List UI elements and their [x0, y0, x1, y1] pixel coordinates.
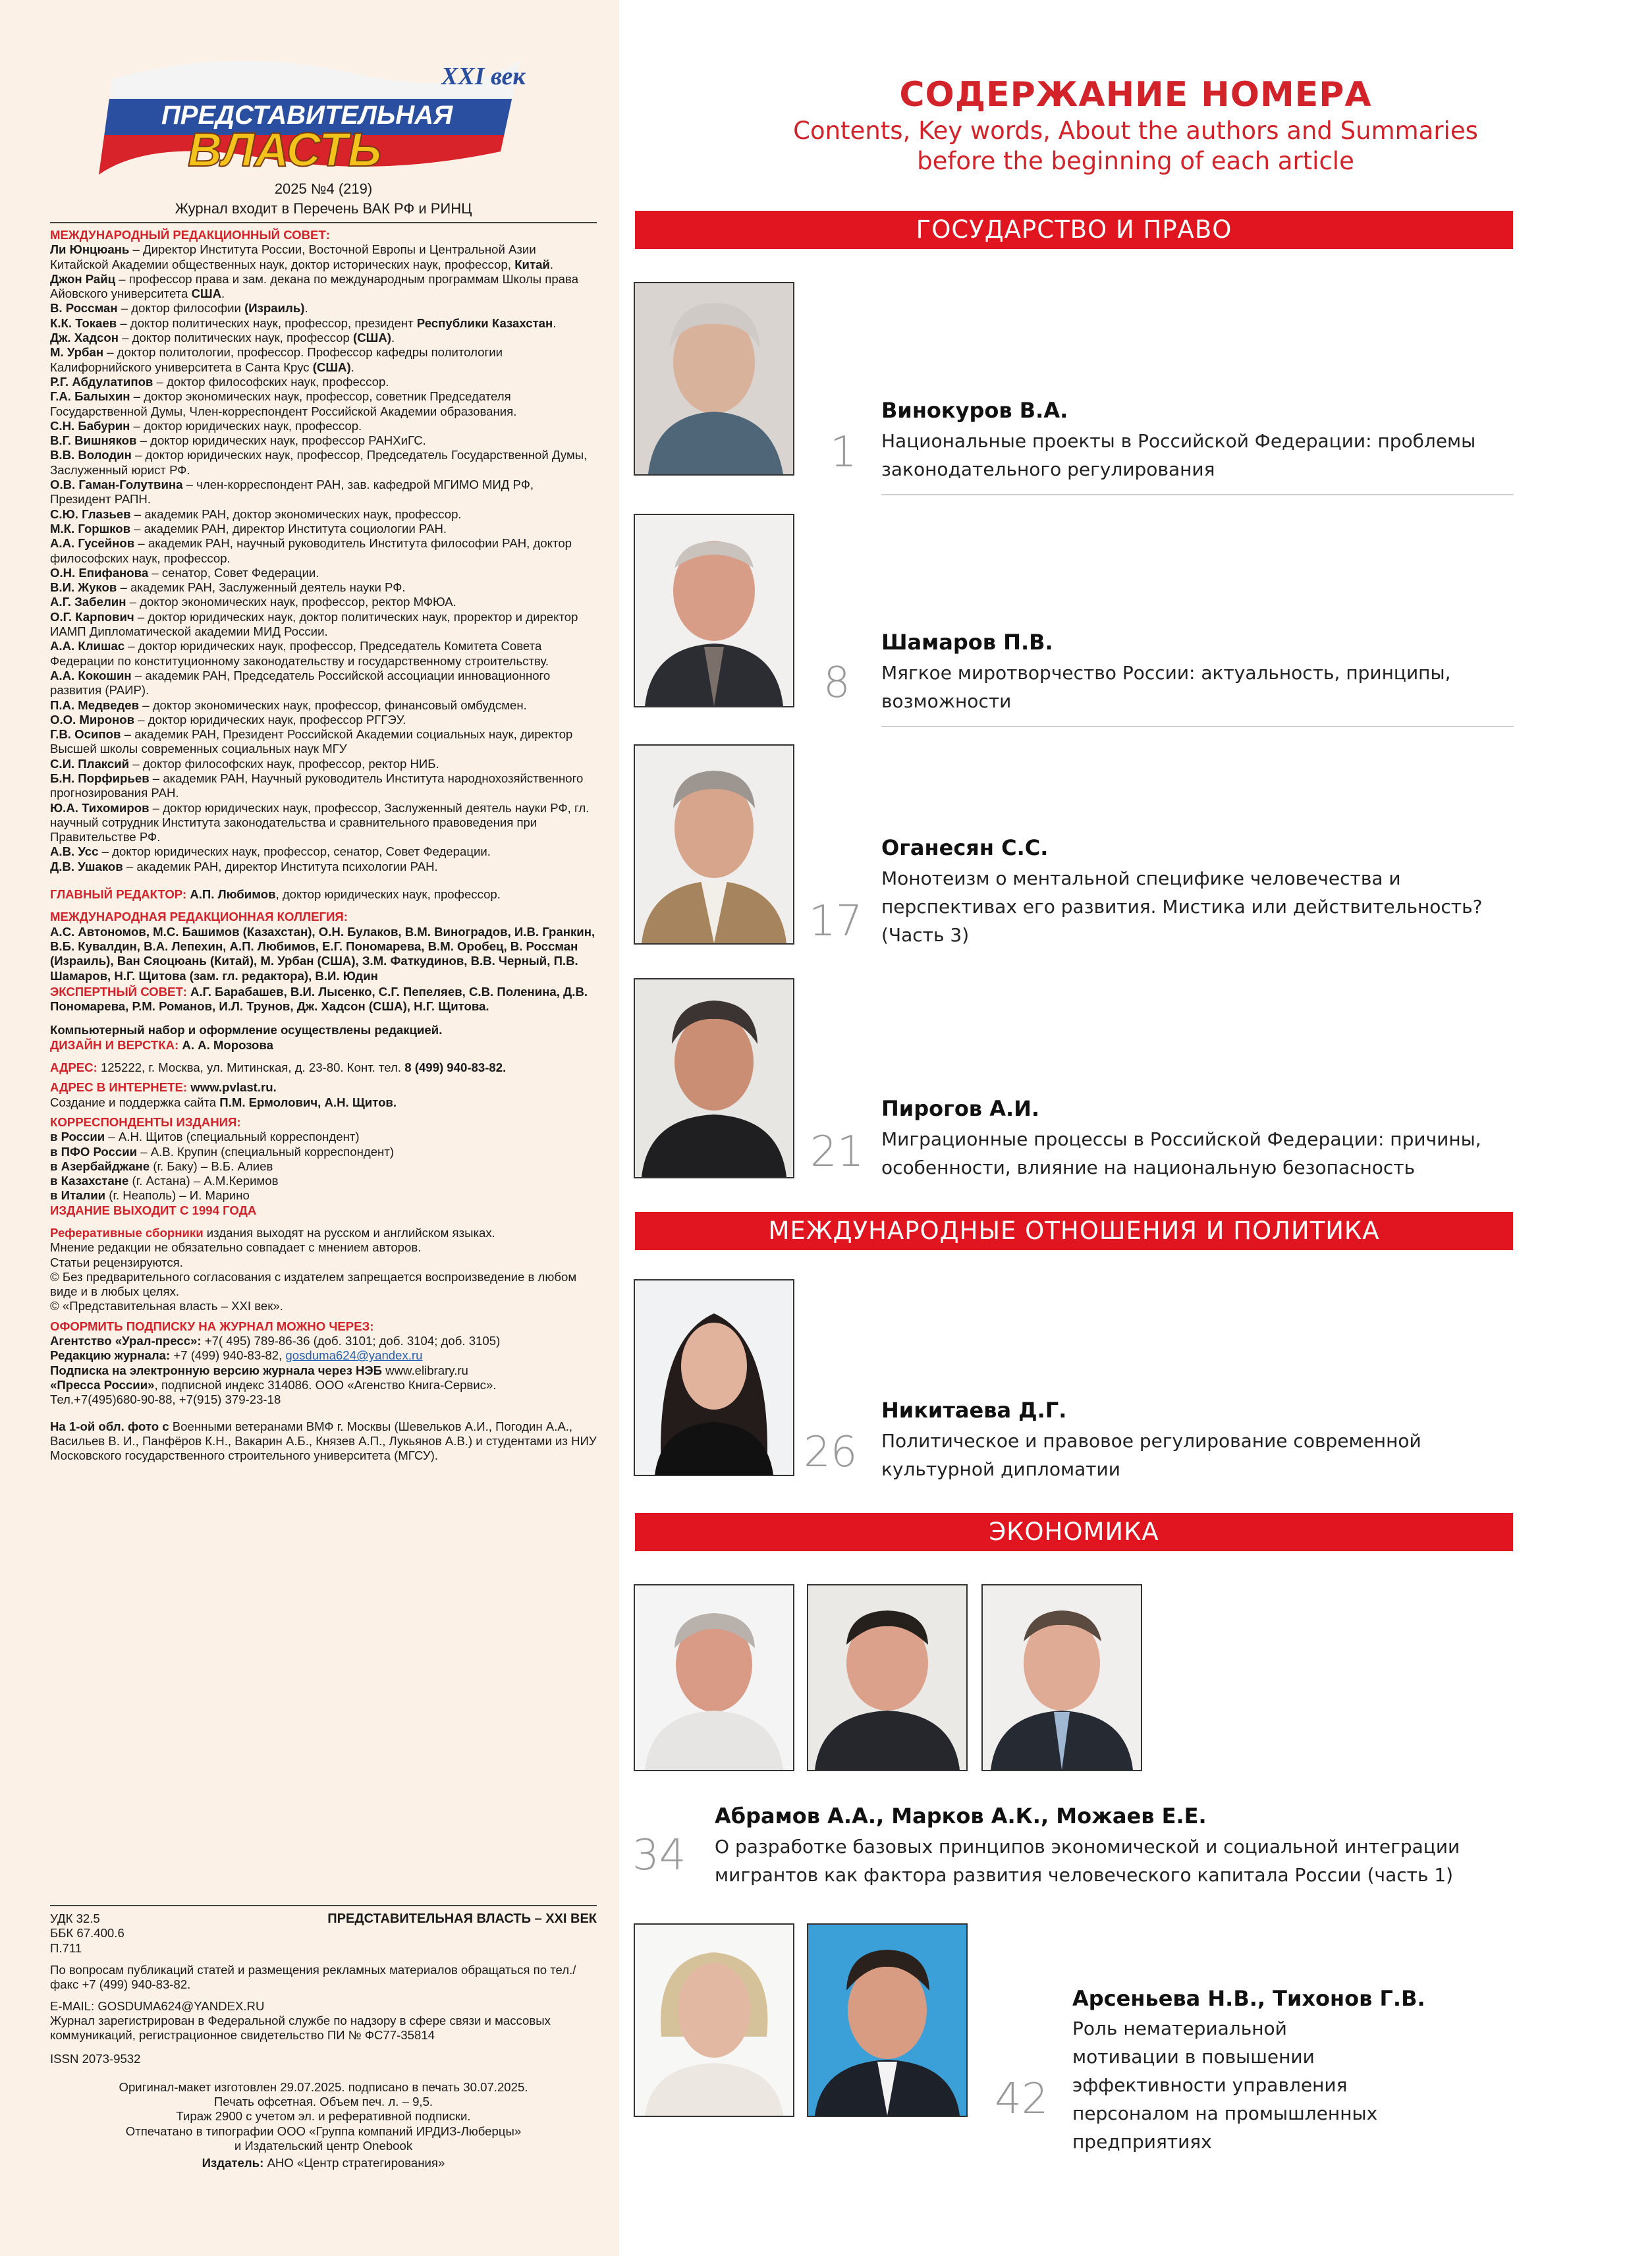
design-credit: ДИЗАЙН И ВЕРСТКА: А. А. Морозова [50, 1037, 273, 1052]
divider [50, 1905, 597, 1906]
member-desc: – академик РАН, Заслуженный деятель науки РФ. [117, 580, 406, 595]
member-name: А.А. Гусейнов [50, 536, 135, 551]
correspondent-name: (г. Неаполь) – И. Марино [105, 1188, 250, 1203]
member-desc: – доктор философии [117, 301, 245, 316]
portrait-icon [808, 1585, 966, 1770]
member-name: В.И. Жуков [50, 580, 117, 595]
council-member [50, 669, 597, 698]
portrait-icon [635, 1280, 793, 1475]
member-desc: – профессор права и зам. декана по международным программам Школы права Айовского университета [50, 271, 579, 301]
council-member [50, 522, 597, 536]
member-name: Г.В. Осипов [50, 727, 121, 742]
author-photo [807, 1923, 968, 2117]
council-member [50, 419, 597, 433]
page-number: 17 [809, 897, 863, 946]
author-photo [634, 978, 794, 1178]
member-name: Ю.А. Тихомиров [50, 800, 150, 815]
council-member [50, 713, 597, 727]
since-note: ИЗДАНИЕ ВЫХОДИТ С 1994 ГОДА [50, 1203, 257, 1217]
council-member [50, 242, 597, 272]
member-name: М.К. Горшков [50, 521, 131, 536]
member-desc: – академик РАН, доктор экономических наук, профессор. [130, 507, 462, 521]
article-author: Никитаева Д.Г. [881, 1398, 1067, 1423]
journal-logo [99, 53, 527, 178]
member-end: . [549, 257, 554, 271]
correspondent-name: (г. Астана) – А.М.Керимов [128, 1174, 279, 1188]
divider [50, 222, 597, 223]
member-end: . [391, 331, 395, 345]
member-name: Р.Г. Абдулатипов [50, 374, 153, 389]
member-name: В.В. Володин [50, 448, 132, 462]
member-desc: – доктор политических наук, профессор [119, 331, 354, 345]
correspondent-region: в России [50, 1130, 105, 1144]
cover-note: На 1-ой обл. фото с Военными ветеранами ВМФ г. Москвы (Шевельков А.И., Погодин А.А., Васильев В. И., Панфёров К.Н., Вакарин А.Б., Князев А.П., Лукьянов А.В.) и студентами из НИУ Московского государственного строительного университета (МГСУ). [50, 1419, 597, 1463]
page-number: 8 [823, 659, 850, 707]
section-economics: ЭКОНОМИКА [635, 1513, 1513, 1551]
member-desc: – доктор экономических наук, профессор, ректор МФЮА. [126, 595, 456, 609]
email-link[interactable]: gosduma624@yandex.ru [285, 1348, 423, 1363]
author-photo [634, 1923, 794, 2117]
council-member [50, 698, 597, 713]
member-name: Д.В. Ушаков [50, 859, 123, 873]
footer-journal-title: ПРЕДСТАВИТЕЛЬНАЯ ВЛАСТЬ – XXI ВЕК [327, 1912, 597, 1926]
issn: ISSN 2073-9532 [50, 2052, 141, 2066]
member-name: В.Г. Вишняков [50, 433, 137, 448]
member-desc: – доктор философских наук, профессор. [153, 374, 389, 389]
member-country: (Израиль) [244, 301, 305, 316]
council-member [50, 566, 597, 580]
issue-number: 2025 №4 (219) [274, 180, 373, 197]
council-member [50, 272, 597, 302]
subscribe-editorial: Редакцию журнала: +7 (499) 940-83-82, gosduma624@yandex.ru [50, 1348, 423, 1363]
member-desc: – доктор философских наук, профессор, ректор НИБ. [129, 756, 439, 771]
article-author: Пирогов А.И. [881, 1096, 1040, 1121]
council-member [50, 375, 597, 389]
logo-top-text: XXI век [441, 63, 526, 90]
page-number: 21 [810, 1128, 864, 1176]
member-desc: – доктор экономических наук, профессор, финансовый омбудсмен. [139, 698, 527, 712]
indexing-note: Журнал входит в Перечень ВАК РФ и РИНЦ [175, 200, 472, 217]
logo-bottom-text: ВЛАСТЬ [188, 124, 382, 177]
article-author: Шамаров П.В. [881, 630, 1053, 655]
member-desc: – доктор юридических наук, доктор политических наук, проректор и директор ИАМП Дипломатической академии МИД России. [50, 609, 578, 639]
council-member [50, 478, 597, 507]
correspondent [50, 1130, 597, 1144]
section-state-and-law: ГОСУДАРСТВО И ПРАВО [635, 211, 1513, 249]
correspondent-name: – А.В. Крупин (специальный корреспондент) [137, 1144, 395, 1159]
page-number: 1 [830, 428, 857, 477]
subscribe-pressa: «Пресса России», подписной индекс 314086. ООО «Агенство Книга-Сервис». [50, 1377, 497, 1392]
member-desc: – академик РАН, Председатель Российской ассоциации инновационного развития (РАИР). [50, 668, 551, 698]
article-author: Винокуров В.А. [881, 398, 1068, 423]
correspondent-region: в Казахстане [50, 1174, 129, 1188]
article-title[interactable]: Политическое и правовое регулирование современной культурной дипломатии [881, 1430, 1421, 1480]
council-member [50, 316, 597, 331]
author-photo [634, 744, 794, 945]
member-name: О.О. Миронов [50, 712, 135, 727]
member-desc: – доктор юридических наук, профессор, Председатель Государственной Думы, Заслуженный юрист РФ. [50, 448, 588, 477]
contents-subtitle-2: before the beginning of each article [917, 147, 1354, 175]
member-desc: – академик РАН, директор Института психологии РАН. [123, 859, 438, 873]
udk: УДК 32.5 [50, 1912, 100, 1925]
council-member [50, 860, 597, 874]
member-country: Китай [514, 257, 550, 271]
author-photo [634, 282, 794, 476]
contents-title: СОДЕРЖАНИЕ НОМЕРА [899, 75, 1372, 115]
member-end: . [350, 360, 354, 374]
member-end: . [304, 301, 308, 316]
member-name: М. Урбан [50, 345, 104, 360]
p711: П.711 [50, 1940, 82, 1955]
member-country: (США) [312, 360, 351, 374]
member-country: США [191, 287, 222, 301]
imprint [50, 1912, 597, 2171]
member-desc: – доктор юридических наук, профессор. [130, 418, 362, 433]
member-desc: – академик РАН, научный руководитель Института философии РАН, доктор философских наук, профессор. [50, 536, 572, 565]
article-title[interactable]: О разработке базовых принципов экономической и социальной интеграции мигрантов как фактора развития человеческого капитала России (часть 1) [715, 1836, 1460, 1886]
council-member [50, 727, 597, 757]
article-author: Оганесян С.С. [881, 835, 1049, 860]
portrait-icon [635, 1925, 793, 2116]
divider [881, 726, 1514, 727]
member-end: . [553, 316, 557, 330]
member-desc: – доктор политических наук, профессор, президент [117, 316, 417, 330]
member-name: А.Г. Забелин [50, 595, 126, 609]
member-desc: – доктор политологии, профессор. Профессор кафедры политологии Калифорнийского университета в Санта Крус [50, 345, 503, 374]
member-desc: – доктор юридических наук, профессор РАНХиГС. [136, 433, 426, 448]
subscribe-agency: Агентство «Урал-пресс»: +7( 495) 789-86-36 (доб. 3101; доб. 3104; доб. 3105) [50, 1334, 501, 1348]
portrait-icon [635, 283, 793, 474]
council-member [50, 844, 597, 859]
correspondent [50, 1159, 597, 1174]
section-international-relations: МЕЖДУНАРОДНЫЕ ОТНОШЕНИЯ И ПОЛИТИКА [635, 1212, 1513, 1250]
author-photo [981, 1584, 1142, 1771]
logo-mid-text: ПРЕДСТАВИТЕЛЬНАЯ [161, 101, 453, 130]
council-member [50, 507, 597, 522]
author-photo [807, 1584, 968, 1771]
member-name: С.Ю. Глазьев [50, 507, 131, 521]
article-author: Абрамов А.А., Марков А.К., Можаев Е.Е. [715, 1803, 1207, 1829]
portrait-icon [635, 746, 793, 943]
member-desc: – доктор юридических наук, профессор, сенатор, Совет Федерации. [98, 844, 491, 859]
classification-block [50, 1912, 597, 1958]
member-name: К.К. Токаев [50, 316, 117, 330]
council-member [50, 595, 597, 609]
member-end: . [221, 287, 225, 301]
member-name: О.В. Гаман-Голутвина [50, 478, 183, 492]
portrait-icon [635, 1585, 793, 1770]
member-desc: – доктор юридических наук, профессор, Председатель Комитета Совета Федерации по конституционному законодательству и государственному строительству. [50, 639, 549, 668]
article-title[interactable]: Роль нематериальной мотивации в повышении эффективности управления персоналом на промышленных предприятиях [1072, 2018, 1378, 2153]
member-name: А.В. Усс [50, 844, 99, 859]
abstracts-note: Реферативные сборники издания выходят на русском и английском языках. [50, 1226, 495, 1240]
member-desc: – доктор юридических наук, профессор РГГЭУ. [134, 712, 406, 727]
council-member [50, 639, 597, 669]
member-desc: – академик РАН, Президент Российской Академии социальных наук, директор Высшей школы современных социальных наук МГУ [50, 727, 573, 756]
member-name: О.Н. Епифанова [50, 565, 149, 580]
correspondent-region: в Италии [50, 1188, 106, 1203]
page-number: 26 [804, 1428, 858, 1477]
page-number: 34 [632, 1831, 686, 1880]
website: АДРЕС В ИНТЕРНЕТЕ: www.pvlast.ru. [50, 1080, 277, 1095]
member-name: О.Г. Карпович [50, 609, 134, 624]
sidebar [0, 0, 619, 2256]
member-desc: – академик РАН, директор Института социологии РАН. [130, 521, 447, 536]
registration: Журнал зарегистрирован в Федеральной службе по надзору в сфере связи и массовых коммуникаций, регистрационное свидетельство ПИ № ФС77-35814 [50, 2013, 551, 2043]
subscribe-heading: ОФОРМИТЬ ПОДПИСКУ НА ЖУРНАЛ МОЖНО ЧЕРЕЗ: [50, 1319, 374, 1333]
council-member [50, 301, 597, 316]
member-name: Дж. Хадсон [50, 331, 119, 345]
article-author: Арсеньева Н.В., Тихонов Г.В. [1072, 1986, 1425, 2011]
author-photo [634, 514, 794, 707]
correspondents-list [50, 1130, 597, 1203]
member-name: Джон Райц [50, 271, 116, 286]
note-line: © «Представительная власть – XXI век». [50, 1299, 283, 1313]
note-line: Мнение редакции не обязательно совпадает с мнением авторов. [50, 1240, 422, 1255]
member-country: Республики Казахстан [416, 316, 553, 330]
member-name: А.А. Кокошин [50, 668, 132, 682]
correspondent [50, 1145, 597, 1159]
member-name: Ли Юнцюань [50, 242, 130, 257]
member-name: П.А. Медведев [50, 698, 140, 712]
council-member [50, 389, 597, 419]
correspondents-heading: КОРРЕСПОНДЕНТЫ ИЗДАНИЯ: [50, 1114, 241, 1129]
council-member [50, 331, 597, 345]
portrait-icon [808, 1925, 966, 2116]
expert-council: ЭКСПЕРТНЫЙ СОВЕТ: А.Г. Барабашев, В.И. Лысенко, С.Г. Пепеляев, С.В. Поленина, Д.В. Пономарева, Р.М. Романов, И.Л. Трунов, Дж. Хадсон (США), Н.Г. Щитова. [50, 984, 588, 1014]
council-list [50, 242, 597, 874]
correspondent-region: в Азербайджане [50, 1159, 150, 1173]
author-photo [634, 1279, 794, 1476]
note-line: © Без предварительного согласования с издателем запрещается воспроизведение в любом виде и в любых целях. [50, 1269, 577, 1299]
council-member [50, 771, 597, 801]
member-desc: – доктор экономических наук, профессор, советник Председателя Государственной Думы, Член-корреспондент Российской Академии образования. [50, 389, 517, 418]
divider [881, 494, 1514, 495]
correspondent [50, 1174, 597, 1188]
portrait-icon [635, 979, 793, 1177]
bbk: ББК 67.400.6 [50, 1926, 124, 1940]
notes-list [50, 1240, 597, 1313]
print-info: Оригинал-макет изготовлен 29.07.2025. подписано в печать 30.07.2025. Печать офсетная. Объем печ. л. – 9,5. Тираж 2900 с учетом эл. и реферативной подписки. Отпечатано в типографии ООО «Группа компаний ИРДИЗ-Люберцы» и Издательский центр Onebook Издатель: АНО «Центр стратегирования» [119, 2079, 528, 2170]
article-title[interactable]: Национальные проекты в Российской Федерации: проблемы законодательного регулирования [881, 430, 1476, 480]
council-member [50, 801, 597, 845]
council-heading: МЕЖДУНАРОДНЫЙ РЕДАКЦИОННЫЙ СОВЕТ: [50, 228, 330, 242]
council-member [50, 433, 597, 448]
article-title[interactable]: Мягкое миротворчество России: актуальность, принципы, возможности [881, 662, 1451, 712]
subscribe-neb: Подписка на электронную версию журнала через НЭБ www.elibrary.ru [50, 1363, 468, 1377]
council-member [50, 580, 597, 595]
correspondent-name: (г. Баку) – В.Б. Алиев [150, 1159, 273, 1173]
council-member [50, 345, 597, 375]
author-photo [634, 1584, 794, 1771]
member-name: Б.Н. Порфирьев [50, 771, 150, 785]
page-number: 42 [995, 2075, 1049, 2124]
member-name: С.Н. Бабурин [50, 418, 130, 433]
email-label: E-MAIL: GOSDUMA624@YANDEX.RU [50, 1998, 265, 2013]
member-country: (США) [353, 331, 391, 345]
website-link[interactable]: www.pvlast.ru. [190, 1080, 277, 1095]
member-name: С.И. Плаксий [50, 756, 130, 771]
member-name: В. Россман [50, 301, 118, 316]
address: АДРЕС: 125222, г. Москва, ул. Митинская, д. 23-80. Конт. тел. 8 (499) 940-83-82. [50, 1060, 507, 1075]
member-desc: – доктор юридических наук, профессор, Заслуженный деятель науки РФ, гл. научный сотрудник Института законодательства и сравнительного правоведения при Правительстве РФ. [50, 800, 590, 844]
correspondent-name: – А.Н. Щитов (специальный корреспондент) [105, 1130, 360, 1144]
board-heading: МЕЖДУНАРОДНАЯ РЕДАКЦИОННАЯ КОЛЛЕГИЯ: [50, 910, 348, 924]
member-name: Г.А. Балыхин [50, 389, 130, 404]
typeset-note: Компьютерный набор и оформление осуществлены редакцией. [50, 1023, 443, 1037]
council-member [50, 610, 597, 640]
council-member [50, 757, 597, 771]
member-desc: – сенатор, Совет Федерации. [148, 565, 319, 580]
member-name: А.А. Клишас [50, 639, 125, 653]
member-desc: – член-корреспондент РАН, зав. кафедрой МГИМО МИД РФ, Президент РАПН. [50, 478, 534, 507]
article-title[interactable]: Монотеизм о ментальной специфике человечества и перспективах его развития. Мистика или действительность? (Часть 3) [881, 867, 1483, 946]
member-desc: – академик РАН, Научный руководитель Института народнохозяйственного прогнозирования РАН. [50, 771, 584, 800]
publication-info: По вопросам публикаций статей и размещения рекламных материалов обращаться по тел./факс +7 (499) 940-83-82. [50, 1963, 576, 1992]
note-line: Статьи рецензируются. [50, 1255, 183, 1269]
chief-editor: ГЛАВНЫЙ РЕДАКТОР: А.П. Любимов, доктор юридических наук, профессор. [50, 887, 501, 902]
member-desc: – Директор Института России, Восточной Европы и Центральной Азии Китайской Академии общественных наук, доктор исторических наук, профессор, [50, 242, 536, 271]
article-title[interactable]: Миграционные процессы в Российской Федерации: причины, особенности, влияние на национальную безопасность [881, 1128, 1481, 1178]
contents-subtitle-1: Contents, Key words, About the authors and Summaries [793, 117, 1478, 145]
council-member [50, 536, 597, 566]
portrait-icon [983, 1585, 1141, 1770]
correspondent [50, 1188, 597, 1203]
board-members: А.С. Автономов, М.С. Башимов (Казахстан), О.Н. Булаков, В.М. Виноградов, И.В. Гранкин, В.Б. Кувалдин, В.А. Лепехин, А.П. Любимов, Е.Г. Пономарева, В.М. Оробец, В. Россман (Израиль), Ван Сяоцюань (Китай), М. Урбан (США), З.М. Фаткудинов, В.В. Черный, П.В. Шамаров, Н.Г. Щитова (зам. гл. редактора), В.И. Юдин [50, 924, 595, 983]
contents-header [619, 74, 1652, 177]
correspondent-region: в ПФО России [50, 1144, 138, 1159]
website-support: Создание и поддержка сайта П.М. Ермолович, А.Н. Щитов. [50, 1095, 397, 1109]
chief-editor-name: А.П. Любимов [190, 887, 276, 902]
portrait-icon [635, 515, 793, 706]
subscribe-phone: Тел.+7(495)680-90-88, +7(915) 379-23-18 [50, 1392, 281, 1407]
council-member [50, 448, 597, 478]
editorial-info [50, 228, 597, 1463]
